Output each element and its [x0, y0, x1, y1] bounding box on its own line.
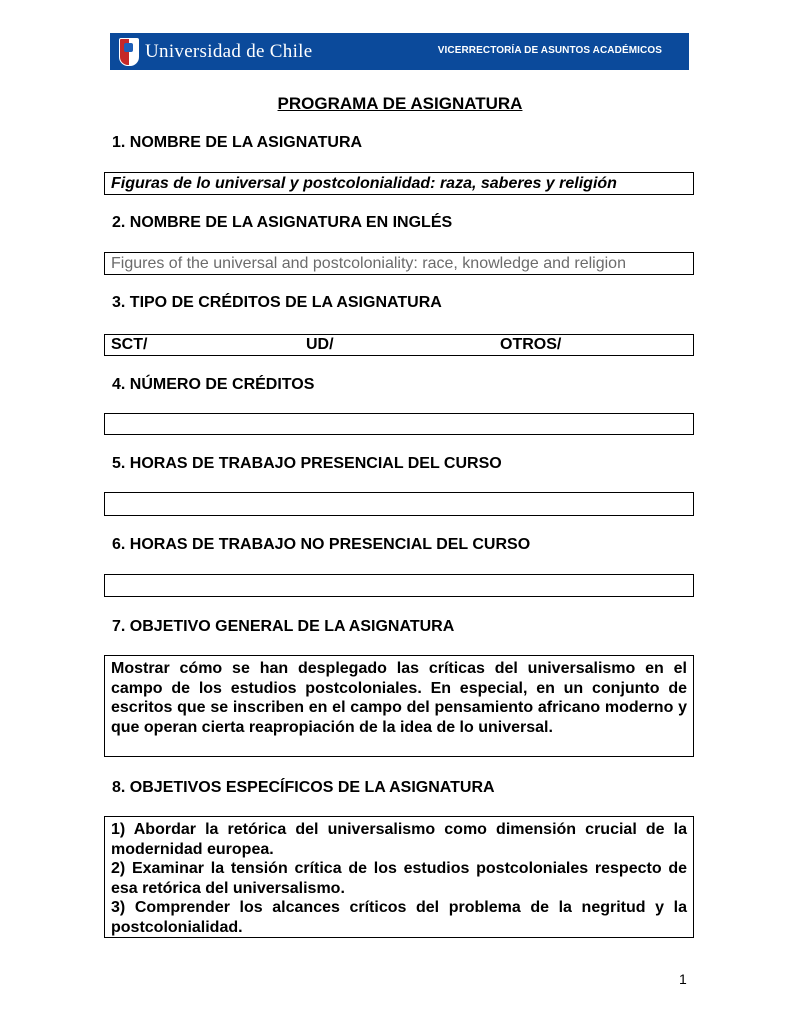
credit-number-box	[104, 413, 694, 435]
general-objective-text: Mostrar cómo se han desplegado las críticas del universalismo en el campo de los estudios postcoloniales. En especial, en un conjunto de escritos que se inscriben en el campo del pensamiento africano moderno y que operan cierta reapropiación de la idea de lo universal.	[111, 660, 687, 736]
section-3-heading: 3. TIPO DE CRÉDITOS DE LA ASIGNATURA	[112, 294, 442, 311]
general-objective-box	[104, 655, 694, 757]
presential-hours-box	[104, 492, 694, 516]
specific-objective-item: 2) Examinar la tensión crítica de los estudios postcoloniales respecto de esa retórica del universalismo.	[111, 860, 687, 897]
specific-objective-item: 3) Comprender los alcances críticos del problema de la negritud y la postcolonialidad.	[111, 899, 687, 936]
course-name: Figuras de lo universal y postcolonialidad: raza, saberes y religión	[111, 175, 617, 192]
page-title: PROGRAMA DE ASIGNATURA	[277, 94, 523, 113]
specific-objectives-box	[104, 816, 694, 938]
page-number: 1	[679, 971, 687, 987]
section-4-heading: 4. NÚMERO DE CRÉDITOS	[112, 376, 315, 393]
section-8-heading: 8. OBJETIVOS ESPECÍFICOS DE LA ASIGNATURA	[112, 779, 495, 796]
credit-otros-label: OTROS/	[500, 336, 562, 353]
section-2-heading: 2. NOMBRE DE LA ASIGNATURA EN INGLÉS	[112, 214, 453, 231]
course-name-english: Figures of the universal and postcoloniality: race, knowledge and religion	[111, 255, 626, 272]
credit-ud-label: UD/	[306, 336, 334, 353]
section-5-heading: 5. HORAS DE TRABAJO PRESENCIAL DEL CURSO	[112, 455, 502, 472]
credit-type-box	[104, 334, 694, 356]
university-crest-icon	[119, 38, 139, 66]
section-6-heading: 6. HORAS DE TRABAJO NO PRESENCIAL DEL CURSO	[112, 536, 531, 553]
section-7-heading: 7. OBJETIVO GENERAL DE LA ASIGNATURA	[112, 618, 455, 635]
header-banner	[110, 33, 689, 70]
non-presential-hours-box	[104, 574, 694, 597]
university-name: Universidad de Chile	[145, 40, 313, 62]
course-name-english-box	[104, 252, 694, 275]
credit-sct-label: SCT/	[111, 336, 148, 353]
section-1-heading: 1. NOMBRE DE LA ASIGNATURA	[112, 134, 363, 151]
course-name-box	[104, 172, 694, 195]
office-name: VICERRECTORÍA DE ASUNTOS ACADÉMICOS	[437, 45, 662, 56]
specific-objective-item: 1) Abordar la retórica del universalismo como dimensión crucial de la modernidad europea.	[111, 821, 687, 858]
